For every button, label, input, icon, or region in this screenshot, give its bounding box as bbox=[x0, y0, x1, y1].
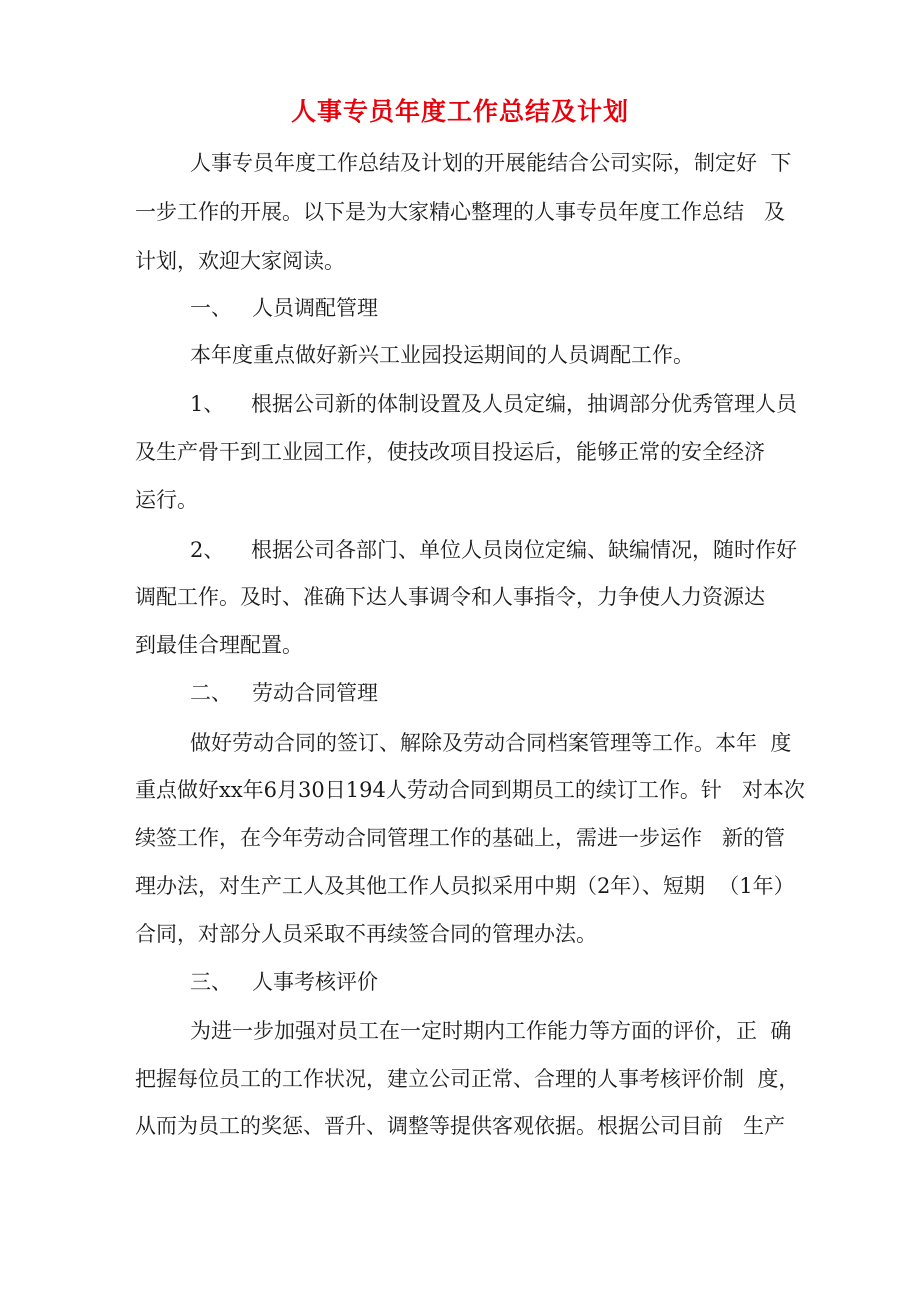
section1-item1-line-2: 及生产骨干到工业园工作，使技改项目投运后，能够正常的安全经济 bbox=[135, 440, 765, 464]
intro-line-2: 一步工作的开展。以下是为大家精心整理的人事专员年度工作总结 及 bbox=[135, 200, 786, 224]
section3-body-line-1: 为进一步加强对员工在一定时期内工作能力等方面的评价，正 确 bbox=[190, 1019, 792, 1043]
section1-heading: 一、 人员调配管理 bbox=[190, 296, 379, 320]
section2-body-line-1: 做好劳动合同的签订、解除及劳动合同档案管理等工作。本年 度 bbox=[190, 731, 792, 755]
section1-item1-line-1: 1、 根据公司新的体制设置及人员定编，抽调部分优秀管理人员 bbox=[190, 392, 798, 416]
section2-body-line-2: 重点做好xx年6月30日194人劳动合同到期员工的续订工作。针 对本次 bbox=[135, 778, 805, 802]
section2-heading: 二、 劳动合同管理 bbox=[190, 681, 379, 705]
section2-body-line-5: 合同，对部分人员采取不再续签合同的管理办法。 bbox=[135, 922, 597, 946]
section1-item1-line-3: 运行。 bbox=[135, 488, 198, 512]
section2-body-line-3: 续签工作，在今年劳动合同管理工作的基础上，需进一步运作 新的管 bbox=[135, 826, 786, 850]
section3-body-line-2: 把握每位员工的工作状况，建立公司正常、合理的人事考核评价制 度， bbox=[135, 1067, 800, 1091]
intro-line-1: 人事专员年度工作总结及计划的开展能结合公司实际，制定好 下 bbox=[190, 151, 792, 175]
section1-item2-line-2: 调配工作。及时、准确下达人事调令和人事指令，力争使人力资源达 bbox=[135, 585, 765, 609]
section3-body-line-3: 从而为员工的奖惩、晋升、调整等提供客观依据。根据公司目前 生产 bbox=[135, 1114, 786, 1138]
section1-item2-line-1: 2、 根据公司各部门、单位人员岗位定编、缺编情况，随时作好 bbox=[190, 538, 798, 562]
section1-item2-line-3: 到最佳合理配置。 bbox=[135, 633, 303, 657]
section2-body-line-4: 理办法，对生产工人及其他工作人员拟采用中期（2年）、短期 （1年） bbox=[135, 874, 795, 898]
section3-heading: 三、 人事考核评价 bbox=[190, 970, 379, 994]
section1-lead: 本年度重点做好新兴工业园投运期间的人员调配工作。 bbox=[190, 343, 694, 367]
document-title: 人事专员年度工作总结及计划 bbox=[290, 97, 629, 126]
intro-line-3: 计划，欢迎大家阅读。 bbox=[135, 249, 345, 273]
